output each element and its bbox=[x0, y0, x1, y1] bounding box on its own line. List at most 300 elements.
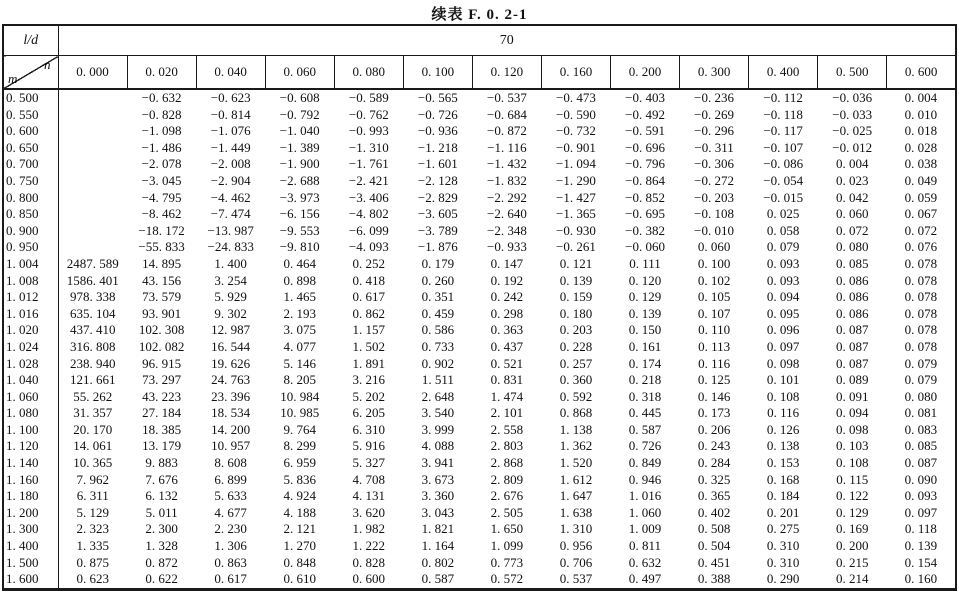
table-row bbox=[3, 455, 956, 472]
table-row bbox=[3, 306, 956, 323]
row-label: 0. 700 bbox=[3, 156, 58, 173]
table-cell: 0. 451 bbox=[697, 554, 731, 570]
table-cell: 0. 078 bbox=[904, 272, 938, 288]
table-cell: −0. 591 bbox=[625, 123, 665, 139]
table-cell: 0. 076 bbox=[904, 239, 938, 255]
table-cell: 0. 097 bbox=[766, 338, 800, 354]
table-cell: 0. 200 bbox=[835, 538, 869, 554]
table-row bbox=[3, 173, 956, 190]
table-cell: 0. 116 bbox=[767, 405, 800, 421]
table-cell: 0. 100 bbox=[697, 255, 731, 271]
table-row bbox=[3, 488, 956, 505]
table-cell: 0. 083 bbox=[904, 421, 938, 437]
table-cell: 14. 200 bbox=[211, 421, 251, 437]
table-cell: 1. 891 bbox=[352, 355, 386, 371]
table-row bbox=[3, 239, 956, 256]
table-cell: −0. 010 bbox=[694, 222, 735, 238]
table-cell: 1. 465 bbox=[283, 289, 316, 305]
table-cell: −0. 933 bbox=[486, 239, 527, 255]
table-cell: −0. 054 bbox=[763, 172, 804, 188]
table-cell: 0. 116 bbox=[698, 355, 731, 371]
table-cell: 1. 306 bbox=[214, 538, 247, 554]
column-header: 0. 020 bbox=[127, 56, 196, 90]
table-cell: 73. 579 bbox=[142, 289, 182, 305]
table-cell: 0. 038 bbox=[904, 156, 938, 172]
table-cell: 0. 831 bbox=[490, 372, 524, 388]
table-cell: 1. 647 bbox=[559, 488, 593, 504]
table-cell: 3. 216 bbox=[352, 372, 386, 388]
table-cell: 0. 093 bbox=[766, 255, 800, 271]
table-cell: 0. 275 bbox=[766, 521, 800, 537]
table-cell: −1. 601 bbox=[417, 156, 458, 172]
table-cell: 0. 875 bbox=[76, 554, 110, 570]
table-row bbox=[3, 438, 956, 455]
table-cell: −0. 762 bbox=[348, 106, 389, 122]
table-cell: 20. 170 bbox=[73, 421, 113, 437]
table-cell: 0. 146 bbox=[697, 388, 731, 404]
table-cell: 0. 497 bbox=[628, 571, 662, 587]
table-cell: −0. 623 bbox=[210, 90, 251, 105]
table-cell: 4. 924 bbox=[283, 488, 316, 504]
row-label: 0. 900 bbox=[3, 223, 58, 240]
table-cell: 0. 139 bbox=[628, 305, 662, 321]
table-cell: 0. 085 bbox=[835, 255, 869, 271]
row-label: 1. 160 bbox=[3, 472, 58, 489]
table-cell: 0. 325 bbox=[697, 471, 731, 487]
table-cell: −0. 696 bbox=[625, 139, 665, 155]
table-cell: 0. 862 bbox=[352, 305, 386, 321]
table-cell: 14. 061 bbox=[73, 438, 113, 454]
table-cell: 6. 959 bbox=[283, 455, 316, 471]
table-cell: 5. 146 bbox=[283, 355, 316, 371]
table-cell: 0. 101 bbox=[766, 372, 800, 388]
table-row bbox=[3, 156, 956, 173]
table-cell: 3. 540 bbox=[421, 405, 455, 421]
table-cell: 0. 023 bbox=[835, 172, 869, 188]
table-cell: 4. 677 bbox=[214, 504, 247, 520]
row-label: 1. 120 bbox=[3, 438, 58, 455]
table-cell: 0. 872 bbox=[145, 554, 178, 570]
table-cell: 8. 608 bbox=[214, 455, 247, 471]
table-cell: 6. 205 bbox=[352, 405, 386, 421]
column-header: 0. 600 bbox=[887, 56, 956, 90]
table-cell: 0. 107 bbox=[697, 305, 731, 321]
table-cell: −1. 449 bbox=[210, 139, 251, 155]
table-cell: −3. 045 bbox=[141, 172, 182, 188]
table-cell: 7. 962 bbox=[76, 471, 110, 487]
table-cell: 5. 929 bbox=[214, 289, 247, 305]
table-cell: −0. 590 bbox=[556, 106, 596, 122]
table-cell: 1. 164 bbox=[421, 538, 455, 554]
row-label: 1. 020 bbox=[3, 322, 58, 339]
table-cell: 18. 534 bbox=[211, 405, 251, 421]
table-cell: −1. 486 bbox=[141, 139, 182, 155]
table-cell: −55. 833 bbox=[138, 239, 185, 255]
table-cell: −0. 537 bbox=[486, 90, 527, 105]
table-cell: 0. 586 bbox=[421, 322, 455, 338]
table-cell: −0. 086 bbox=[763, 156, 804, 172]
table-cell: 0. 154 bbox=[904, 554, 938, 570]
table-cell: 0. 060 bbox=[835, 206, 869, 222]
table-cell: 2. 300 bbox=[145, 521, 178, 537]
table-cell: 96. 915 bbox=[142, 355, 182, 371]
table-cell: −1. 365 bbox=[556, 206, 596, 222]
table-cell: 1. 016 bbox=[628, 488, 662, 504]
diagonal-header-cell bbox=[3, 56, 58, 90]
table-cell: 1. 310 bbox=[559, 521, 593, 537]
table-cell: 0. 079 bbox=[904, 355, 938, 371]
row-label: 0. 500 bbox=[3, 89, 58, 107]
table-cell: −0. 296 bbox=[694, 123, 735, 139]
table-cell: 0. 097 bbox=[904, 504, 938, 520]
table-cell: −0. 060 bbox=[625, 239, 665, 255]
table-cell: −2. 128 bbox=[417, 172, 458, 188]
table-cell: −4. 462 bbox=[210, 189, 251, 205]
table-cell: 316. 808 bbox=[70, 338, 116, 354]
table-cell: 0. 094 bbox=[766, 289, 800, 305]
table-cell: 0. 060 bbox=[697, 239, 731, 255]
table-cell: 1. 328 bbox=[145, 538, 178, 554]
table-cell: 2. 809 bbox=[490, 471, 524, 487]
table-cell: −0. 108 bbox=[694, 206, 735, 222]
table-cell: 0. 090 bbox=[904, 471, 938, 487]
table-cell: 0. 600 bbox=[352, 571, 386, 587]
table-cell: −3. 789 bbox=[417, 222, 458, 238]
table-cell: 19. 626 bbox=[211, 355, 251, 371]
table-cell: 4. 188 bbox=[283, 504, 316, 520]
table-cell: 0. 086 bbox=[835, 272, 869, 288]
table-cell: 437. 410 bbox=[70, 322, 116, 338]
row-label: 1. 024 bbox=[3, 339, 58, 356]
header-row-top bbox=[3, 25, 956, 56]
table-cell: 0. 004 bbox=[904, 90, 938, 105]
table-cell: −0. 403 bbox=[625, 90, 665, 105]
table-cell: 2. 323 bbox=[76, 521, 110, 537]
table-cell: −0. 993 bbox=[348, 123, 389, 139]
row-label: 0. 950 bbox=[3, 239, 58, 256]
table-cell: 1. 638 bbox=[559, 504, 593, 520]
table-cell bbox=[58, 239, 127, 256]
table-cell: 0. 095 bbox=[766, 305, 800, 321]
table-cell: 3. 941 bbox=[421, 455, 455, 471]
table-cell: −1. 427 bbox=[556, 189, 596, 205]
table-cell: 5. 011 bbox=[145, 504, 178, 520]
table-row bbox=[3, 538, 956, 555]
table-cell: 0. 080 bbox=[904, 388, 938, 404]
table-cell: 0. 139 bbox=[559, 272, 593, 288]
table-cell: 0. 363 bbox=[490, 322, 524, 338]
table-cell: −0. 872 bbox=[486, 123, 527, 139]
table-cell: −0. 852 bbox=[625, 189, 665, 205]
corner-label-ld: l/d bbox=[3, 25, 58, 56]
table-cell: 0. 094 bbox=[835, 405, 869, 421]
table-cell: 0. 504 bbox=[697, 538, 731, 554]
table-cell: 0. 098 bbox=[835, 421, 869, 437]
table-cell: 0. 828 bbox=[352, 554, 386, 570]
table-cell: 5. 202 bbox=[352, 388, 386, 404]
table-row bbox=[3, 339, 956, 356]
table-cell: 0. 537 bbox=[559, 571, 593, 587]
table-cell: 0. 848 bbox=[283, 554, 316, 570]
table-cell: 2. 121 bbox=[283, 521, 316, 537]
row-label: 0. 750 bbox=[3, 173, 58, 190]
table-cell: −1. 310 bbox=[348, 139, 389, 155]
column-header: 0. 060 bbox=[265, 56, 334, 90]
table-cell: 0. 192 bbox=[490, 272, 524, 288]
row-label: 1. 140 bbox=[3, 455, 58, 472]
table-cell: 0. 096 bbox=[766, 322, 800, 338]
table-cell: 0. 049 bbox=[904, 172, 938, 188]
table-cell: −1. 290 bbox=[556, 172, 596, 188]
table-cell bbox=[58, 123, 127, 140]
table-cell: 0. 284 bbox=[697, 455, 731, 471]
table-cell: 0. 214 bbox=[835, 571, 869, 587]
table-cell: 0. 147 bbox=[490, 255, 524, 271]
table-cell: 0. 811 bbox=[629, 538, 662, 554]
table-cell bbox=[58, 223, 127, 240]
table-cell: −1. 389 bbox=[279, 139, 320, 155]
table-cell: 0. 418 bbox=[352, 272, 386, 288]
table-cell: 0. 081 bbox=[904, 405, 938, 421]
table-cell: 1. 009 bbox=[628, 521, 662, 537]
table-cell: 0. 617 bbox=[352, 289, 386, 305]
table-cell: 2487. 589 bbox=[66, 255, 119, 271]
table-cell: 1. 270 bbox=[283, 538, 316, 554]
table-cell: 0. 093 bbox=[904, 488, 938, 504]
table-cell: −1. 076 bbox=[210, 123, 251, 139]
table-cell: 0. 079 bbox=[904, 372, 938, 388]
table-cell: 0. 042 bbox=[835, 189, 869, 205]
table-cell: 0. 218 bbox=[628, 372, 662, 388]
table-cell: 0. 228 bbox=[559, 338, 593, 354]
table-row bbox=[3, 571, 956, 589]
table-cell: 0. 572 bbox=[490, 571, 524, 587]
row-label: 0. 600 bbox=[3, 123, 58, 140]
table-cell: 6. 899 bbox=[214, 471, 247, 487]
table-cell: 3. 360 bbox=[421, 488, 455, 504]
diagonal-label-m: m bbox=[8, 71, 18, 86]
column-header: 0. 100 bbox=[403, 56, 472, 90]
table-cell: 0. 521 bbox=[490, 355, 524, 371]
row-label: 1. 100 bbox=[3, 422, 58, 439]
table-cell: −0. 828 bbox=[141, 106, 182, 122]
table-cell: −0. 272 bbox=[694, 172, 735, 188]
table-cell: −2. 829 bbox=[417, 189, 458, 205]
table-cell: −4. 795 bbox=[141, 189, 182, 205]
table-cell: 0. 126 bbox=[766, 421, 800, 437]
span-header-70: 70 bbox=[58, 25, 956, 56]
page-title: 续表 F. 0. 2-1 bbox=[431, 7, 528, 23]
row-label: 1. 200 bbox=[3, 505, 58, 522]
table-cell bbox=[58, 156, 127, 173]
table-cell: 0. 243 bbox=[697, 438, 731, 454]
table-cell: 0. 802 bbox=[421, 554, 455, 570]
table-cell: 0. 125 bbox=[697, 372, 731, 388]
table-cell: 1. 060 bbox=[628, 504, 662, 520]
table-cell: 0. 139 bbox=[904, 538, 938, 554]
table-cell: 2. 505 bbox=[490, 504, 524, 520]
table-cell: 0. 242 bbox=[490, 289, 524, 305]
table-cell: 0. 098 bbox=[766, 355, 800, 371]
table-cell: 9. 302 bbox=[214, 305, 247, 321]
table-cell: 0. 120 bbox=[628, 272, 662, 288]
table-cell: −1. 094 bbox=[556, 156, 596, 172]
table-cell: 0. 402 bbox=[697, 504, 731, 520]
table-cell: 0. 118 bbox=[904, 521, 937, 537]
table-cell: −0. 814 bbox=[210, 106, 251, 122]
table-cell: 0. 010 bbox=[904, 106, 938, 122]
table-cell: 4. 088 bbox=[421, 438, 455, 454]
row-label: 1. 008 bbox=[3, 273, 58, 290]
table-cell: 3. 043 bbox=[421, 504, 455, 520]
table-cell: −0. 107 bbox=[763, 139, 804, 155]
table-cell: 0. 085 bbox=[904, 438, 938, 454]
table-cell: 10. 957 bbox=[211, 438, 251, 454]
table-cell: 0. 122 bbox=[835, 488, 869, 504]
table-cell: 31. 357 bbox=[73, 405, 113, 421]
row-label: 0. 800 bbox=[3, 190, 58, 207]
table-cell: 0. 079 bbox=[766, 239, 800, 255]
table-cell: 0. 632 bbox=[628, 554, 662, 570]
table-cell: 3. 999 bbox=[421, 421, 455, 437]
table-row bbox=[3, 190, 956, 207]
table-cell: 1. 502 bbox=[352, 338, 386, 354]
table-cell: 0. 351 bbox=[421, 289, 455, 305]
table-cell: 2. 101 bbox=[490, 405, 524, 421]
table-cell: 0. 184 bbox=[766, 488, 800, 504]
table-cell: −0. 589 bbox=[348, 90, 389, 105]
table-cell: 23. 396 bbox=[211, 388, 251, 404]
table-cell: 8. 299 bbox=[283, 438, 316, 454]
table-cell: −9. 553 bbox=[279, 222, 320, 238]
table-cell: −0. 492 bbox=[625, 106, 665, 122]
table-cell: −2. 688 bbox=[279, 172, 320, 188]
table-cell: 1. 400 bbox=[214, 255, 247, 271]
table-cell: 0. 310 bbox=[766, 554, 800, 570]
table-cell: 0. 058 bbox=[766, 222, 800, 238]
table-cell: 0. 706 bbox=[559, 554, 593, 570]
row-label: 1. 180 bbox=[3, 488, 58, 505]
row-label: 1. 016 bbox=[3, 306, 58, 323]
table-cell: 0. 025 bbox=[766, 206, 800, 222]
table-cell: 0. 093 bbox=[766, 272, 800, 288]
table-cell: 43. 223 bbox=[142, 388, 182, 404]
table-row bbox=[3, 322, 956, 339]
table-cell: −0. 261 bbox=[556, 239, 596, 255]
table-cell: −6. 156 bbox=[279, 206, 320, 222]
table-cell: 4. 077 bbox=[283, 338, 316, 354]
table-cell: −0. 901 bbox=[556, 139, 596, 155]
table-row bbox=[3, 256, 956, 273]
table-cell: 0. 078 bbox=[904, 255, 938, 271]
table-cell: 0. 445 bbox=[628, 405, 662, 421]
table-cell: 0. 111 bbox=[629, 255, 661, 271]
table-cell: 0. 388 bbox=[697, 571, 731, 587]
table-cell: 0. 078 bbox=[904, 289, 938, 305]
table-cell: 1. 222 bbox=[352, 538, 386, 554]
table-cell: 0. 173 bbox=[697, 405, 731, 421]
table-cell: 43. 156 bbox=[142, 272, 182, 288]
table-cell: 3. 620 bbox=[352, 504, 386, 520]
column-header: 0. 160 bbox=[541, 56, 610, 90]
table-cell: 0. 298 bbox=[490, 305, 524, 321]
table-cell: −1. 098 bbox=[141, 123, 182, 139]
table-cell: 0. 587 bbox=[628, 421, 662, 437]
table-cell: 1. 982 bbox=[352, 521, 386, 537]
table-cell bbox=[58, 173, 127, 190]
table-cell: 0. 260 bbox=[421, 272, 455, 288]
table-cell: 0. 464 bbox=[283, 255, 316, 271]
table-cell: −0. 382 bbox=[625, 222, 665, 238]
row-label: 1. 004 bbox=[3, 256, 58, 273]
table-cell: 1. 520 bbox=[559, 455, 593, 471]
table-cell: −0. 033 bbox=[832, 106, 873, 122]
table-row bbox=[3, 123, 956, 140]
table-row bbox=[3, 472, 956, 489]
table-cell: −7. 474 bbox=[210, 206, 251, 222]
table-cell: 0. 138 bbox=[766, 438, 800, 454]
table-cell: 0. 257 bbox=[559, 355, 593, 371]
table-cell: −1. 832 bbox=[486, 172, 527, 188]
table-cell: 0. 110 bbox=[698, 322, 731, 338]
table-cell: 0. 067 bbox=[904, 206, 938, 222]
column-header: 0. 500 bbox=[818, 56, 887, 90]
table-cell bbox=[58, 89, 127, 107]
row-label: 1. 012 bbox=[3, 289, 58, 306]
table-cell: 0. 089 bbox=[835, 372, 869, 388]
table-cell: 978. 338 bbox=[70, 289, 116, 305]
column-header: 0. 000 bbox=[58, 56, 127, 90]
table-cell: 24. 763 bbox=[211, 372, 251, 388]
table-cell: 0. 113 bbox=[698, 338, 731, 354]
table-cell bbox=[58, 107, 127, 124]
table-cell bbox=[58, 140, 127, 157]
row-label: 0. 850 bbox=[3, 206, 58, 223]
table-cell: 238. 940 bbox=[70, 355, 116, 371]
table-cell: 8. 205 bbox=[283, 372, 316, 388]
table-cell: −2. 078 bbox=[141, 156, 182, 172]
table-cell: −18. 172 bbox=[138, 222, 185, 238]
table-cell: −9. 810 bbox=[279, 239, 320, 255]
table-cell: −1. 218 bbox=[417, 139, 458, 155]
table-cell: 0. 773 bbox=[490, 554, 524, 570]
table-cell: 0. 733 bbox=[421, 338, 455, 354]
table-cell: −1. 900 bbox=[279, 156, 320, 172]
table-cell: −0. 236 bbox=[694, 90, 735, 105]
table-cell: 2. 558 bbox=[490, 421, 524, 437]
table-cell: 0. 087 bbox=[835, 322, 869, 338]
table-cell: −0. 306 bbox=[694, 156, 735, 172]
table-cell: 0. 365 bbox=[697, 488, 731, 504]
table-cell: −0. 473 bbox=[556, 90, 596, 105]
table-cell: 0. 004 bbox=[835, 156, 869, 172]
table-cell: 0. 610 bbox=[283, 571, 316, 587]
table-row bbox=[3, 140, 956, 157]
table-cell: −0. 864 bbox=[625, 172, 665, 188]
table-cell: 0. 072 bbox=[904, 222, 938, 238]
table-cell: 0. 318 bbox=[628, 388, 662, 404]
table-cell: 0. 592 bbox=[559, 388, 593, 404]
table-cell bbox=[58, 190, 127, 207]
table-cell: 3. 254 bbox=[214, 272, 247, 288]
table-cell: 6. 132 bbox=[145, 488, 178, 504]
table-cell: −0. 269 bbox=[694, 106, 735, 122]
table-cell: 0. 115 bbox=[836, 471, 869, 487]
table-cell: 1586. 401 bbox=[66, 272, 119, 288]
table-cell: 1. 362 bbox=[559, 438, 593, 454]
table-cell: −3. 605 bbox=[417, 206, 458, 222]
table-cell: 10. 365 bbox=[73, 455, 113, 471]
